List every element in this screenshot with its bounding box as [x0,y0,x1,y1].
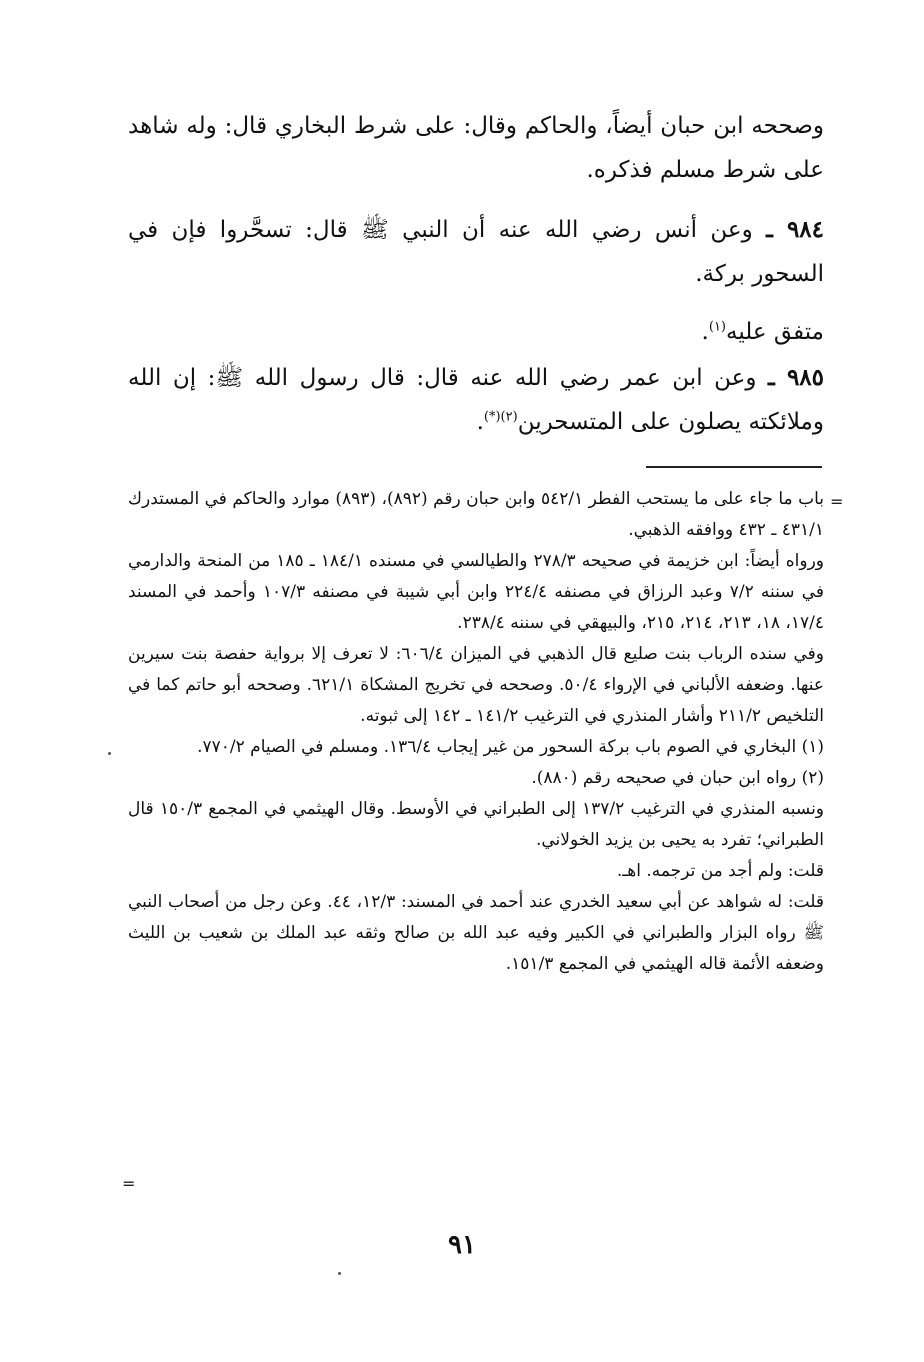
footnote-2-continued-1: ونسبه المنذري في الترغيب ١٣٧/٢ إلى الطبراني في الأوسط. وقال الهيثمي في المجمع ١٥٠/٣ قال الطبراني؛ تفرد به يحيى بن يزيد الخولاني. [128,799,825,850]
footnote-continued-3: وفي سنده الرباب بنت صليع قال الذهبي في الميزان ٦٠٦/٤: لا تعرف إلا برواية حفصة بنت سيرين عنها. وضعفه الألباني في الإرواء ٥٠/٤. وصححه في تخريج المشكاة ٦٢١/١. وصححه أبو حاتم كما في التلخيص ٢١١/٢ وأشار المنذري في الترغيب ١٤١/٢ ـ ١٤٢ إلى ثبوته. [128,644,825,726]
footnote-continued-1: باب ما جاء على ما يستحب الفطر ٥٤٢/١ وابن حبان رقم (٨٩٢)، (٨٩٣) موارد والحاكم في المستدرك ٤٣١/١ ـ ٤٣٢ ووافقه الذهبي. [128,489,824,540]
agreed-upon-paragraph: متفق عليه$^{(١)}$. [701,319,824,345]
scan-speck [338,1272,341,1275]
hadith-984-number: ٩٨٤ ـ [766,216,825,243]
continuation-mark-top: = [830,492,844,511]
continuation-mark-bottom: = [122,1174,136,1193]
hadith-984 [128,208,824,296]
hadith-985-text: وعن ابن عمر رضي الله عنه قال: قال رسول الله ﷺ: إن الله وملائكته يصلون على المتسحرين [128,365,824,435]
footnote-ref-1: (١) [708,319,726,335]
footnote-continued-2: ورواه أيضاً: ابن خزيمة في صحيحه ٢٧٨/٣ والطيالسي في مسنده ١٨٤/١ ـ ١٨٥ من المنحة والدارمي في سننه ٧/٢ وعبد الرزاق في مصنفه ٢٢٤/٤ وابن أبي شيبة في مصنفه ١٠٧/٣ وأحمد في المسند ١٧/٤، ١٨، ٢١٣، ٢١٤، ٢١٥، والبيهقي في سننه ٢٣٨/٤. [128,551,825,633]
footnote-2-continued-3: قلت: له شواهد عن أبي سعيد الخدري عند أحمد في المسند: ١٢/٣، ٤٤. وعن رجل من أصحاب النبي ﷺ رواه البزار والطبراني في الكبير وفيه عبد الله بن صالح وثقه عبد الملك بن شعيب بن الليث وضعفه الأئمة قاله الهيثمي في المجمع ١٥١/٣. [128,892,824,974]
footnote-2: (٢) رواه ابن حبان في صحيحه رقم (٨٨٠). [531,768,824,788]
scan-speck [108,752,111,755]
page-number: ٩١ [448,1230,476,1260]
footnote-ref-2: (٢)(*) [483,409,518,425]
hadith-985-paragraph [128,356,824,444]
footnote-separator [646,466,822,468]
hadith-984-paragraph [128,208,824,296]
hadith-985-number: ٩٨٥ ـ [767,364,825,391]
agreed-upon-text: متفق عليه [726,319,824,345]
footnote-2-continued-2: قلت: ولم أجد من ترجمه. اهـ. [616,861,824,881]
hadith-984-text: وعن أنس رضي الله عنه أن النبي ﷺ قال: تسحَّروا فإن في السحور بركة. [128,217,824,287]
paragraph-text: وصححه ابن حبان أيضاً، والحاكم وقال: على شرط البخاري قال: وله شاهد على شرط مسلم فذكره. [128,113,824,183]
hadith-985-end: . [476,409,484,435]
main-paragraph-1 [128,104,824,192]
footnote-1: (١) البخاري في الصوم باب بركة السحور من غير إيجاب ١٣٦/٤. ومسلم في الصيام ٧٧٠/٢. [197,737,824,757]
footnotes [128,484,824,980]
agreed-upon-line [128,310,824,354]
hadith-985 [128,356,824,444]
